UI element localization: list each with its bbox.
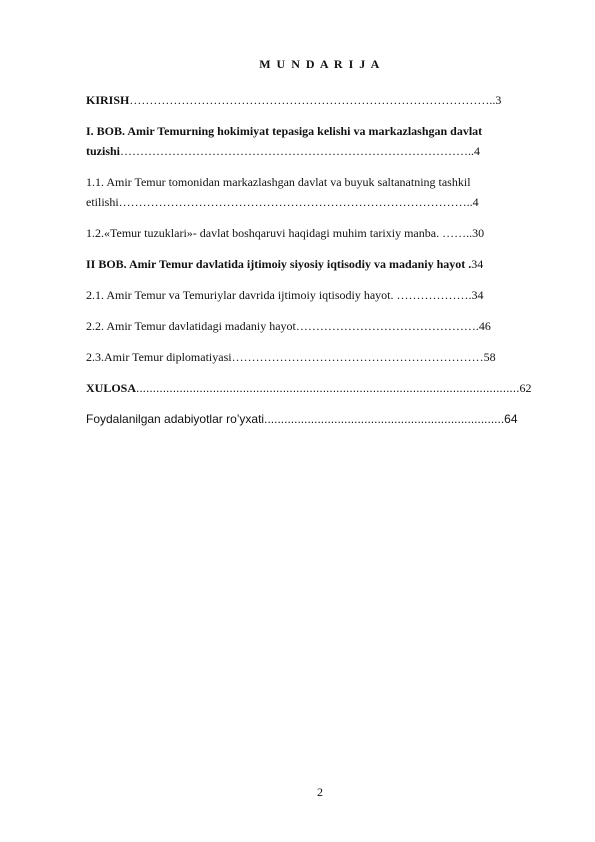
toc-page-number: 64 bbox=[504, 412, 518, 426]
toc-entry-label: I. BOB. Amir Temurning hokimiyat tepasiga kelishi va markazlashgan davlat bbox=[86, 124, 483, 138]
toc-leaders: ……………………………………………………… bbox=[231, 350, 484, 364]
toc-leaders: ……………………………………………………………………………. bbox=[120, 144, 472, 158]
toc-entry-label: 1.1. Amir Temur tomonidan markazlashgan davlat va buyuk saltanatning tashkil bbox=[86, 175, 471, 189]
toc-entry-section-2-2[interactable] bbox=[86, 316, 552, 336]
toc-leaders: ………………. bbox=[393, 288, 472, 302]
toc-page-number: 30 bbox=[472, 226, 485, 240]
toc-entry-label: 2.1. Amir Temur va Temuriylar davrida ijtimoiy iqtisodiy hayot. bbox=[86, 288, 394, 302]
toc-entry-label: XULOSA bbox=[86, 381, 137, 395]
toc-leaders: ……………………………………………………………………………. bbox=[118, 195, 470, 209]
toc-page-number: 34 bbox=[471, 288, 484, 302]
toc-page-number: 46 bbox=[478, 319, 491, 333]
toc-entry-section-1-2[interactable] bbox=[86, 223, 552, 243]
toc-entry-xulosa[interactable] bbox=[86, 378, 552, 398]
toc-entry-kirish[interactable] bbox=[86, 90, 552, 110]
toc-leaders: ………………………………………. bbox=[295, 319, 479, 333]
toc-entry-chapter-1[interactable] bbox=[86, 121, 552, 161]
toc-page-number: 62 bbox=[519, 381, 532, 395]
toc-entry-label-continued: etilishi bbox=[86, 195, 119, 209]
toc-leaders: ……………………………………………………………………………… bbox=[129, 93, 490, 107]
page-number: 2 bbox=[317, 785, 323, 799]
toc-leaders: . bbox=[465, 257, 472, 271]
toc-page-number: .4 bbox=[471, 144, 481, 158]
toc-leaders: ........................................................................ bbox=[264, 412, 505, 426]
toc-page-number: .4 bbox=[469, 195, 479, 209]
toc-leaders: ................................................................................................................... bbox=[136, 381, 520, 395]
toc-entry-section-2-1[interactable] bbox=[86, 285, 552, 305]
toc-leaders: …….. bbox=[439, 226, 473, 240]
toc-page-number: 58 bbox=[483, 350, 496, 364]
toc-entry-label-continued: tuzishi bbox=[86, 144, 121, 158]
toc-entry-label: II BOB. Amir Temur davlatida ijtimoiy siyosiy iqtisodiy va madaniy hayot bbox=[86, 257, 466, 271]
contents-title: M U N D A R I J A bbox=[259, 57, 381, 71]
toc-entry-label: 2.3.Amir Temur diplomatiyasi bbox=[86, 350, 232, 364]
toc-entry-label: Foydalanilgan adabiyotlar ro’yxati bbox=[86, 412, 265, 426]
toc-entry-label: KIRISH bbox=[86, 93, 130, 107]
toc-entry-chapter-2[interactable] bbox=[86, 254, 552, 274]
toc-entry-label: 1.2.«Temur tuzuklari»- davlat boshqaruvi haqidagi muhim tarixiy manba. bbox=[86, 226, 440, 240]
toc-page-number: 34 bbox=[471, 257, 484, 271]
toc-page-number: ..3 bbox=[489, 93, 502, 107]
table-of-contents bbox=[86, 90, 552, 429]
toc-entry-label: 2.2. Amir Temur davlatidagi madaniy hayot bbox=[86, 319, 296, 333]
toc-entry-section-2-3[interactable] bbox=[86, 347, 552, 367]
toc-entry-references[interactable] bbox=[86, 409, 552, 429]
toc-entry-section-1-1[interactable] bbox=[86, 172, 552, 212]
